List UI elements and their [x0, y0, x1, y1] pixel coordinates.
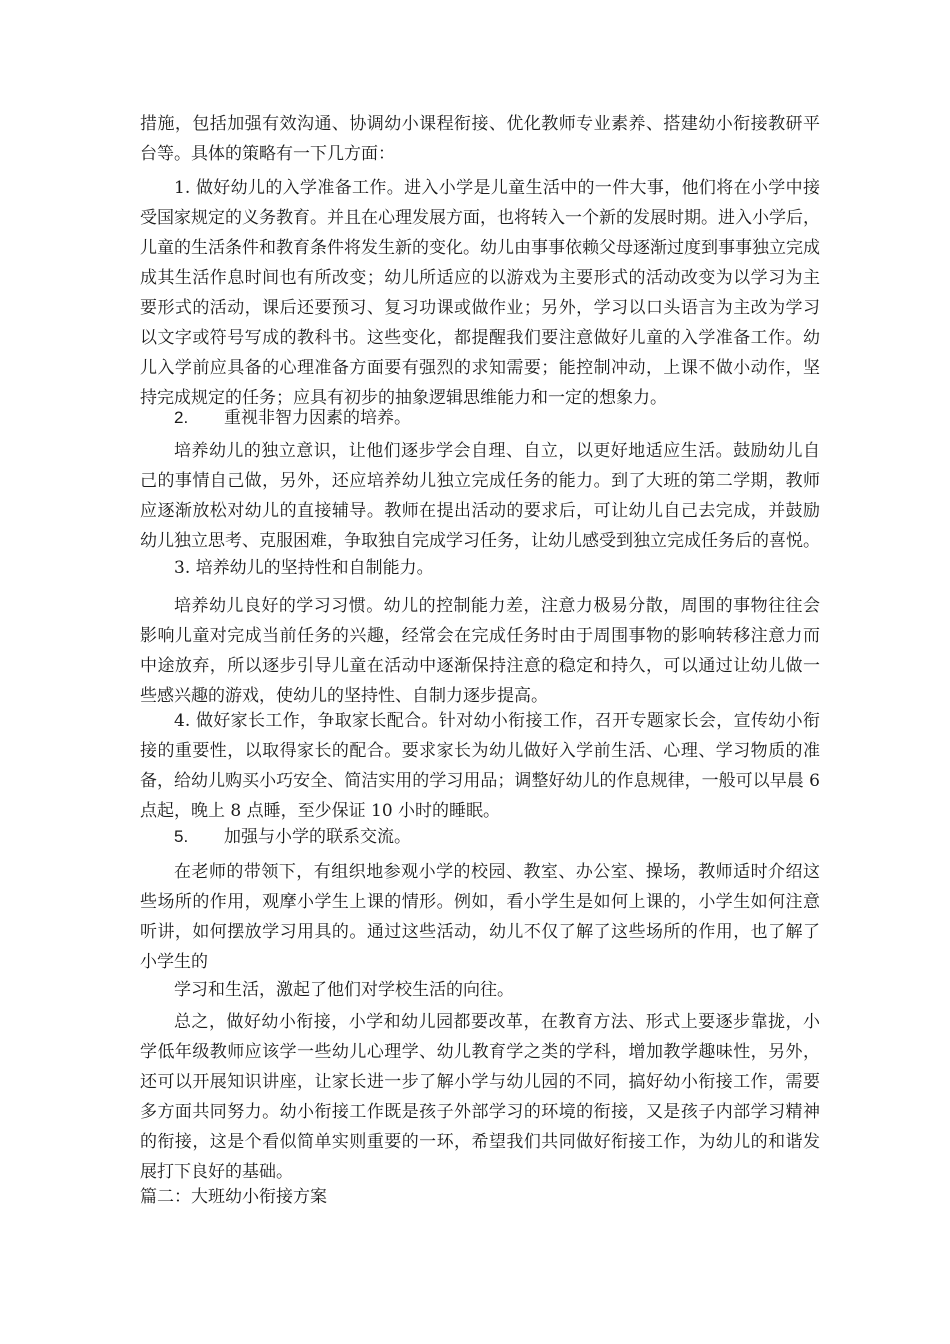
text-line: 幼儿独立思考、克服困难，争取独自完成学习任务，让幼儿感受到独立完成任务后的喜悦。 — [140, 531, 820, 551]
text-line: 台等。具体的策略有一下几方面： — [140, 144, 395, 164]
text-line: 展打下良好的基础。 — [140, 1162, 293, 1182]
heading-text: 重视非智力因素的培养。 — [224, 408, 411, 428]
text-line: 小学生的 — [140, 952, 208, 972]
section-heading — [140, 1182, 820, 1212]
heading-3 — [140, 553, 820, 583]
text-line: 些场所的作用，观摩小学生上课的情形。例如，看小学生是如何上课的，小学生如何注意 — [140, 892, 820, 912]
text-line: 儿入学前应具备的心理准备方面要有强烈的求知需要；能控制冲动，上课不做小动作，坚 — [140, 358, 820, 378]
heading-5 — [140, 822, 820, 852]
list-number: 2. — [174, 408, 189, 427]
heading-2 — [140, 403, 820, 433]
text-line: 持完成规定的任务；应具有初步的抽象逻辑思维能力和一定的想象力。 — [140, 388, 667, 408]
heading-text: 加强与小学的联系交流。 — [224, 827, 411, 847]
text-line: 还可以开展知识讲座，让家长进一步了解小学与幼儿园的不同，搞好幼小衔接工作，需要 — [140, 1072, 820, 1092]
text-line: 学低年级教师应该学一些幼儿心理学、幼儿教育学之类的学科，增加教学趣味性，另外， — [140, 1042, 820, 1062]
text-line: 点起，晚上 8 点睡，至少保证 10 小时的睡眠。 — [140, 801, 501, 821]
text-line: 培养幼儿良好的学习习惯。幼儿的控制能力差，注意力极易分散，周围的事物往往会 — [174, 596, 820, 616]
text-line: 己的事情自己做，另外，还应培养幼儿独立完成任务的能力。到了大班的第二学期，教师 — [140, 471, 820, 491]
paragraph-1 — [140, 173, 820, 413]
text-line: 培养幼儿的独立意识，让他们逐步学会自理、自立，以更好地适应生活。鼓励幼儿自 — [174, 441, 820, 461]
text-line: 应逐渐放松对幼儿的直接辅导。教师在提出活动的要求后，可让幼儿自己去完成，并鼓励 — [140, 501, 820, 521]
paragraph-intro — [140, 109, 820, 169]
paragraph-6 — [140, 975, 820, 1005]
text-line: 多方面共同努力。幼小衔接工作既是孩子外部学习的环境的衔接，又是孩子内部学习精神 — [140, 1102, 820, 1122]
text-line: 成其生活作息时间也有所改变；幼儿所适应的以游戏为主要形式的活动改变为以学习为主 — [140, 268, 820, 288]
text-line: 在老师的带领下，有组织地参观小学的校园、教室、办公室、操场，教师适时介绍这 — [174, 862, 820, 882]
text-line: 措施，包括加强有效沟通、协调幼小课程衔接、优化教师专业素养、搭建幼小衔接教研平 — [140, 114, 820, 134]
text-line: 受国家规定的义务教育。并且在心理发展方面，也将转入一个新的发展时期。进入小学后， — [140, 208, 820, 228]
text-line: 总之，做好幼小衔接，小学和幼儿园都要改革，在教育方法、形式上要逐步靠拢，小 — [174, 1012, 820, 1032]
paragraph-conclusion — [140, 1007, 820, 1187]
section-title: 篇二：大班幼小衔接方案 — [140, 1187, 327, 1207]
list-number: 5. — [174, 827, 189, 846]
text-line: 影响儿童对完成当前任务的兴趣，经常会在完成任务时由于周围事物的影响转移注意力而 — [140, 626, 820, 646]
text-line: 学习和生活，激起了他们对学校生活的向往。 — [174, 980, 514, 1000]
text-line: 些感兴趣的游戏，使幼儿的坚持性、自制力逐步提高。 — [140, 686, 548, 706]
paragraph-4 — [140, 706, 820, 826]
text-line: 以文字或符号写成的教科书。这些变化，都提醒我们要注意做好儿童的入学准备工作。幼 — [140, 328, 820, 348]
text-line: 听讲，如何摆放学习用具的。通过这些活动，幼儿不仅了解了这些场所的作用，也了解了 — [140, 922, 820, 942]
paragraph-5 — [140, 857, 820, 977]
paragraph-2 — [140, 436, 820, 556]
text-line: 儿童的生活条件和教育条件将发生新的变化。幼儿由事事依赖父母逐渐过度到事事独立完成 — [140, 238, 820, 258]
text-line: 中途放弃，所以逐步引导儿童在活动中逐渐保持注意的稳定和持久，可以通过让幼儿做一 — [140, 656, 820, 676]
text-line: 的衔接，这是个看似简单实则重要的一环，希望我们共同做好衔接工作，为幼儿的和谐发 — [140, 1132, 820, 1152]
text-line: 4. 做好家长工作，争取家长配合。针对幼小衔接工作，召开专题家长会，宣传幼小衔 — [174, 711, 820, 731]
paragraph-3 — [140, 591, 820, 711]
text-line: 接的重要性，以取得家长的配合。要求家长为幼儿做好入学前生活、心理、学习物质的准 — [140, 741, 820, 761]
text-line: 1. 做好幼儿的入学准备工作。进入小学是儿童生活中的一件大事，他们将在小学中接 — [174, 178, 820, 198]
text-line: 备，给幼儿购买小巧安全、简洁实用的学习用品；调整好幼儿的作息规律，一般可以早晨 6 — [140, 771, 820, 791]
text-line: 要形式的活动，课后还要预习、复习功课或做作业；另外，学习以口头语言为主改为学习 — [140, 298, 820, 318]
heading-text: 3. 培养幼儿的坚持性和自制能力。 — [174, 558, 434, 578]
